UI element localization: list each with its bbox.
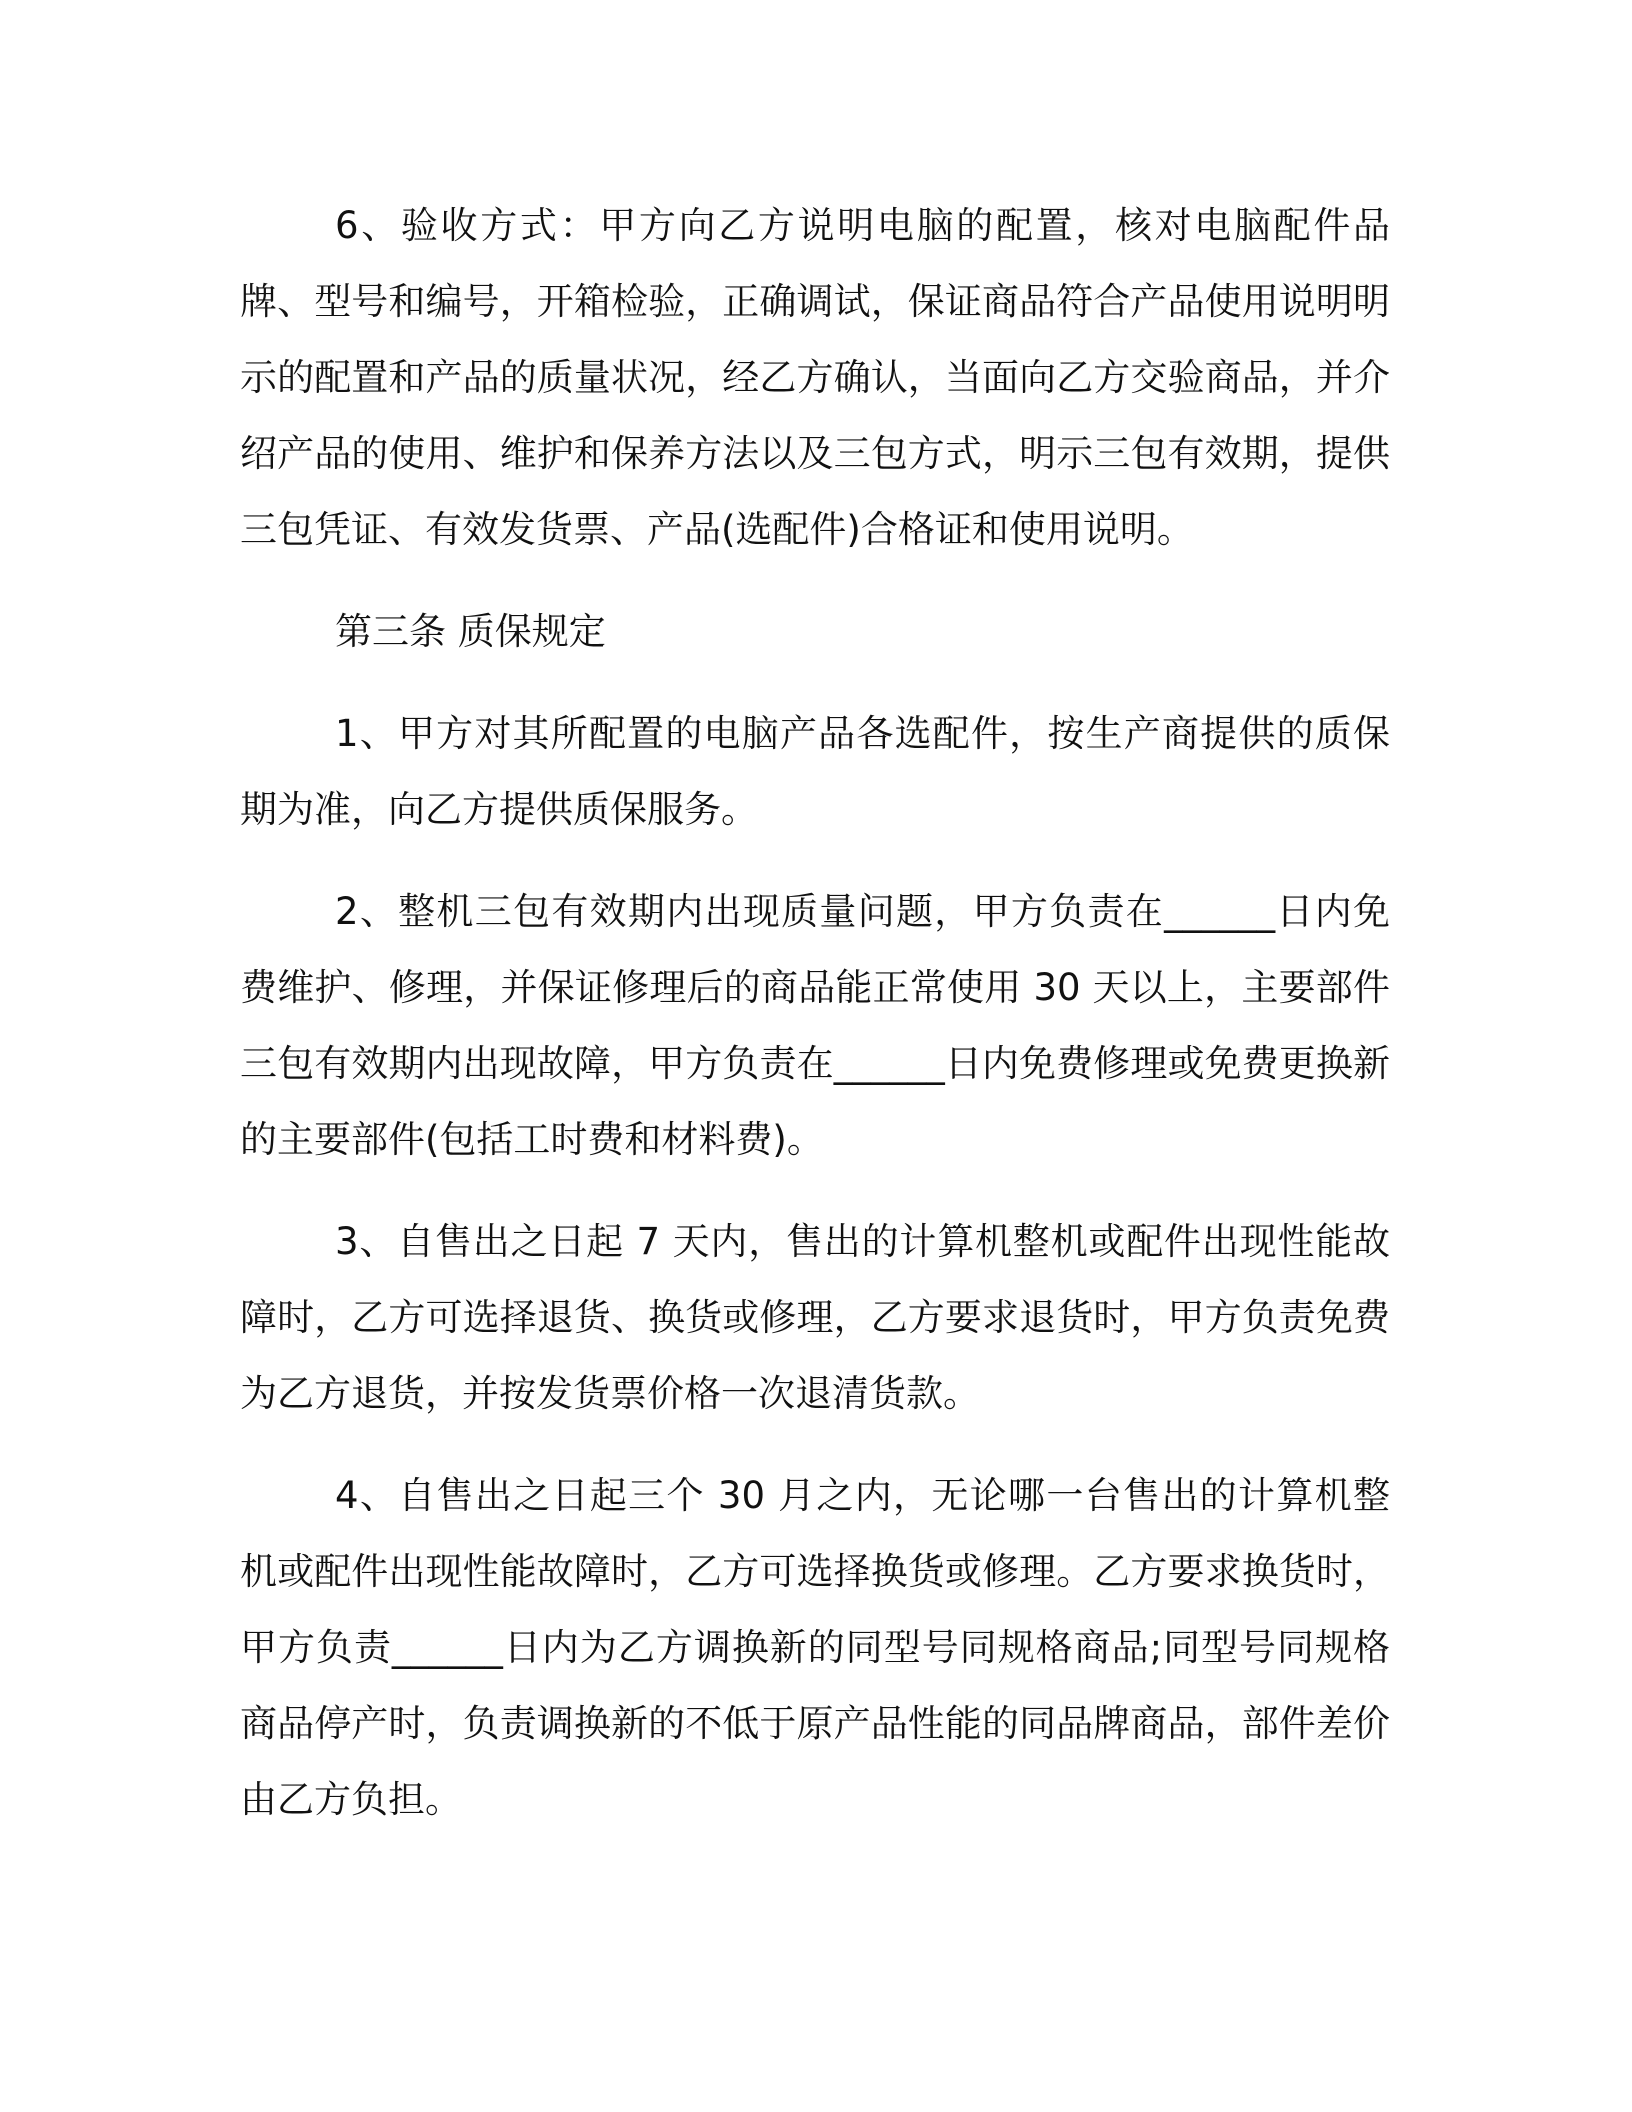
paragraph-warranty-4: 4、自售出之日起三个 30 月之内，无论哪一台售出的计算机整机或配件出现性能故障时，乙方可选择换货或修理。乙方要求换货时，甲方负责______日内为乙方调换新的同型号同规格商品;同型号同规格商品停产时，负责调换新的不低于原产品性能的同品牌商品，部件差价由乙方负担。 [240, 1474, 1390, 1821]
section-heading-warranty: 第三条 质保规定 [335, 610, 606, 653]
paragraph-warranty-2: 2、整机三包有效期内出现质量问题，甲方负责在______日内免费维护、修理，并保证修理后的商品能正常使用 30 天以上，主要部件三包有效期内出现故障，甲方负责在______日内免费修理或免费更换新的主要部件(包括工时费和材料费)。 [240, 890, 1390, 1161]
paragraph-warranty-3: 3、自售出之日起 7 天内，售出的计算机整机或配件出现性能故障时，乙方可选择退货、换货或修理，乙方要求退货时，甲方负责免费为乙方退货，并按发货票价格一次退清货款。 [240, 1220, 1390, 1415]
document-body [240, 188, 1390, 1864]
paragraph-acceptance-method: 6、验收方式：甲方向乙方说明电脑的配置，核对电脑配件品牌、型号和编号，开箱检验，正确调试，保证商品符合产品使用说明明示的配置和产品的质量状况，经乙方确认，当面向乙方交验商品，并介绍产品的使用、维护和保养方法以及三包方式，明示三包有效期，提供三包凭证、有效发货票、产品(选配件)合格证和使用说明。 [240, 204, 1390, 551]
paragraph-warranty-1: 1、甲方对其所配置的电脑产品各选配件，按生产商提供的质保期为准，向乙方提供质保服务。 [240, 712, 1390, 831]
